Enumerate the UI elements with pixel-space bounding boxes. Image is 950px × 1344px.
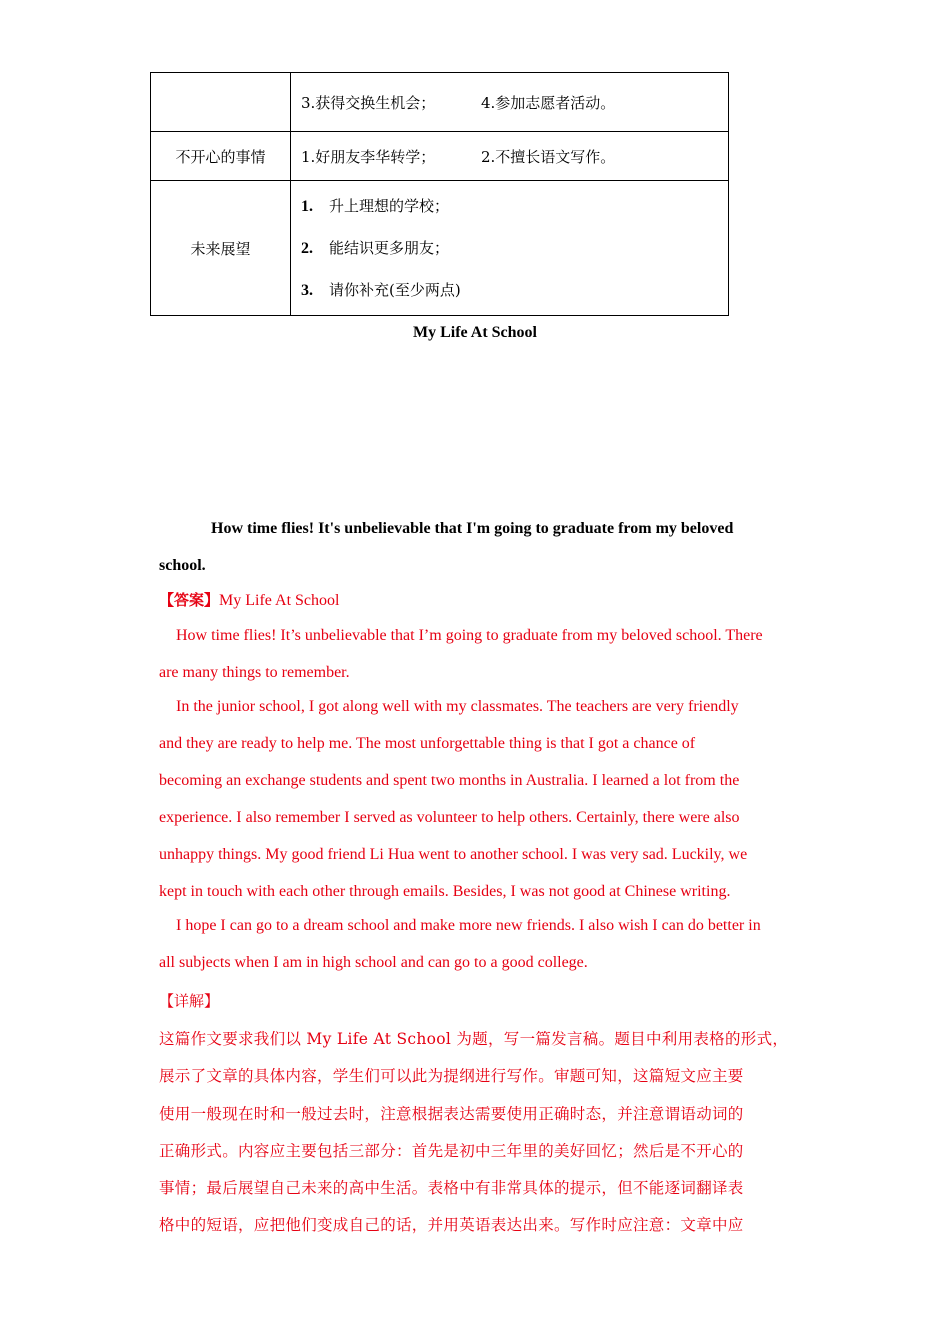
table-row — [151, 73, 729, 132]
list-item — [301, 185, 728, 227]
detail-label: 【详解】 — [159, 992, 220, 1010]
answer-title: My Life At School — [219, 592, 340, 609]
outline-item: 4.参加志愿者活动。 — [481, 93, 616, 112]
list-text: 能结识更多朋友； — [329, 239, 450, 257]
answer-section — [159, 586, 799, 981]
list-text: 升上理想的学校； — [329, 197, 450, 215]
list-item — [301, 269, 728, 311]
detail-line: 事情；最后展望自己未来的高中生活。表格中有非常具体的提示，但不能逐词翻译表 — [159, 1179, 744, 1198]
list-number: 1. — [301, 198, 313, 215]
row-heading — [151, 73, 291, 132]
table-row — [151, 132, 729, 181]
essay-title: My Life At School — [413, 324, 537, 341]
row-content — [291, 132, 729, 181]
outline-table — [150, 72, 729, 316]
detail-line: 正确形式。内容应主要包括三部分：首先是初中三年里的美好回忆；然后是不开心的 — [159, 1141, 744, 1160]
essay-prompt — [159, 510, 799, 584]
row-content — [291, 73, 729, 132]
table-row — [151, 181, 729, 316]
answer-paragraph: In the junior school, I got along well with my classmates. The teachers are very friendly and they are ready to help me. The most unforgettable thing is that I got a chance of becoming an exchange students and spent two months in Australia. I learned a lot from the experience. I also remember I served as volunteer to help others. Certainly, there were also unhappy things. My good friend Li Hua went to another school. I was very sad. Luckily, we kept in touch with each other through emails. Besides, I was not good at Chinese writing. — [159, 698, 748, 900]
detail-line: 展示了文章的具体内容，学生们可以此为提纲进行写作。审题可知，这篇短文应主要 — [159, 1067, 744, 1086]
outline-item: 3.获得交换生机会； — [301, 93, 436, 112]
list-item — [301, 227, 728, 269]
row-heading: 不开心的事情 — [151, 132, 291, 181]
outline-item: 2.不擅长语文写作。 — [481, 147, 616, 166]
prompt-line: school. — [159, 557, 206, 574]
row-content — [291, 181, 729, 316]
outline-item: 1.好朋友李华转学； — [301, 147, 436, 166]
list-text: 请你补充(至少两点) — [329, 281, 461, 299]
list-number: 2. — [301, 240, 313, 257]
detail-line: 使用一般现在时和一般过去时，注意根据表达需要使用正确时态，并注意谓语动词的 — [159, 1104, 744, 1123]
detail-line: 这篇作文要求我们以 My Life At School 为题，写一篇发言稿。题目中利用表格的形式， — [159, 1030, 789, 1048]
answer-label: 【答案】 — [159, 591, 220, 609]
answer-paragraph: How time flies! It’s unbelievable that I’m going to graduate from my beloved school. There are many things to remember. — [159, 627, 763, 681]
prompt-line: How time flies! It's unbelievable that I'm going to graduate from my beloved — [211, 520, 734, 537]
detail-line: 格中的短语，应把他们变成自己的话，并用英语表达出来。写作时应注意：文章中应 — [159, 1216, 744, 1235]
list-number: 3. — [301, 282, 313, 299]
detail-explanation — [159, 1021, 791, 1245]
answer-paragraph: I hope I can go to a dream school and make more new friends. I also wish I can do better in all subjects when I am in high school and can go to a good college. — [159, 917, 761, 971]
row-heading: 未来展望 — [151, 181, 291, 316]
